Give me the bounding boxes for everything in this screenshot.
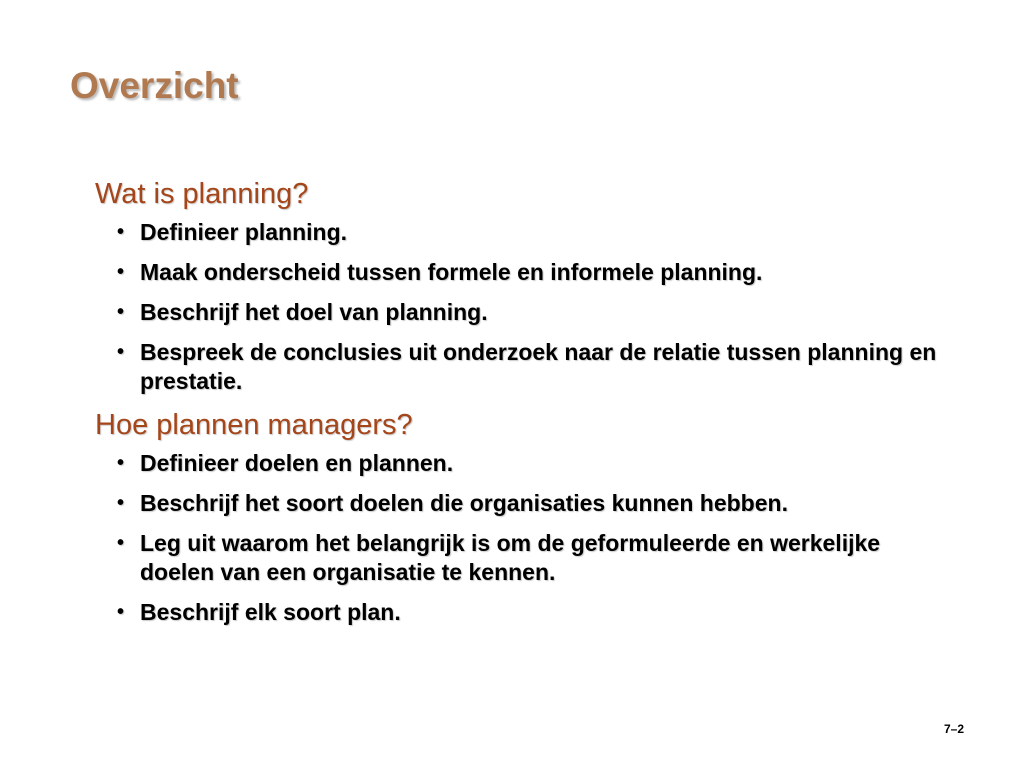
bullet-text: Beschrijf het doel van planning.	[140, 299, 488, 325]
slide-content	[95, 176, 955, 638]
bullet-icon: •	[117, 261, 125, 283]
bullet-icon: •	[117, 452, 125, 474]
bullet-icon: •	[117, 341, 125, 363]
bullet-text: Maak onderscheid tussen formele en informele planning.	[140, 259, 763, 285]
bullet-item	[95, 598, 955, 627]
bullet-item	[95, 298, 955, 327]
bullet-text: Bespreek de conclusies uit onderzoek naar de relatie tussen planning en prestatie.	[140, 339, 937, 394]
bullet-text: Beschrijf elk soort plan.	[140, 599, 401, 625]
bullet-icon: •	[117, 221, 125, 243]
bullet-text: Beschrijf het soort doelen die organisaties kunnen hebben.	[140, 490, 788, 516]
bullet-text: Definieer planning.	[140, 219, 348, 245]
page-number: 7–2	[943, 722, 964, 736]
bullet-icon: •	[117, 492, 125, 514]
bullet-item	[95, 449, 955, 478]
section-heading: Wat is planning?	[95, 178, 309, 210]
section-wat-is-planning	[95, 176, 955, 396]
section-heading: Hoe plannen managers?	[95, 409, 413, 441]
slide-title: Overzicht	[70, 65, 239, 106]
bullet-list	[95, 449, 955, 627]
bullet-icon: •	[117, 532, 125, 554]
bullet-item	[95, 489, 955, 518]
section-hoe-plannen-managers	[95, 407, 955, 627]
bullet-item	[95, 338, 955, 396]
bullet-item	[95, 258, 955, 287]
bullet-icon: •	[117, 301, 125, 323]
bullet-text: Leg uit waarom het belangrijk is om de geformuleerde en werkelijke doelen van een organisatie te kennen.	[140, 530, 881, 585]
bullet-item	[95, 218, 955, 247]
bullet-list	[95, 218, 955, 396]
bullet-text: Definieer doelen en plannen.	[140, 450, 454, 476]
bullet-item	[95, 529, 955, 587]
bullet-icon: •	[117, 601, 125, 623]
